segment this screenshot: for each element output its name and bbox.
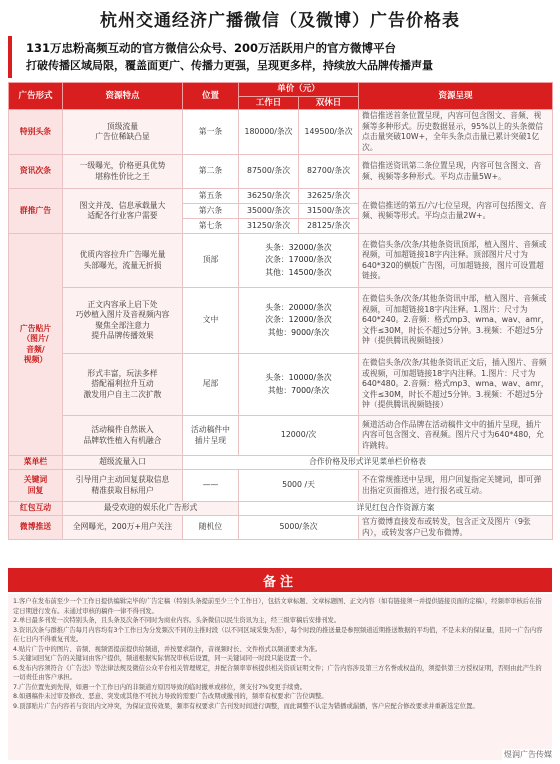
row-price-guanjianci: 5000 /天 <box>239 470 359 502</box>
price-item: 其他：9000/条次 <box>267 327 330 337</box>
price-item: 次条：12000/条次 <box>265 315 332 325</box>
row-weekend-qunpu-6: 31500/条次 <box>299 204 359 219</box>
row-show-weibo: 官方微博直接发布或转发，包含正文及图片（9张内），或转发客户已发布微博。 <box>359 516 553 540</box>
note-item: 8.如遇稿件未过审及修改、恶意、突发或其他不可抗力导致的需要广告改期或撤刊的，频率有权要求广告位调整。 <box>13 693 328 700</box>
note-item: 5.关键词回复广告的关键词由客户提供，频道根据实际情况审核后设置，同一关键词同一时段只能设置一个。 <box>13 655 315 662</box>
price-item: 其他：7000/条次 <box>267 385 330 395</box>
header-workday: 工作日 <box>239 97 299 110</box>
row-feature-ciciao: 一级曝光，价格更具优势 堪称性价比之王 <box>63 155 183 189</box>
price-item: 头条：10000/条次 <box>265 373 332 382</box>
row-weekend-qunpu-7: 28125/条次 <box>299 219 359 234</box>
row-show-tiepian-activity: 频道活动合作品牌在活动稿件文中的插片呈现，插片内容可包含图文、音视频。图片尺寸为640*480，允许跳转。 <box>359 416 553 456</box>
row-feature-toutiao: 顶级流量 广告位稀缺凸显 <box>63 110 183 155</box>
row-form-qunpu: 群推广告 <box>9 189 63 234</box>
row-weekend-qunpu-5: 32625/条次 <box>299 189 359 204</box>
row-position-toutiao: 第一条 <box>183 110 239 155</box>
row-show-toutiao: 微信推送首条位置呈现，内容可包含图文、音频、视频等多种形式。历史数据显示，95%以上的头条微信点击量突破10W+，全年头条点击量已累计突破1亿次。 <box>359 110 553 155</box>
intro-line-2: 打破传播区域局限，覆盖面更广、传播力更强，呈现更多样，持续放大品牌传播声量 <box>26 59 433 72</box>
price-item: 其他：14500/条次 <box>265 267 332 277</box>
row-show-tiepian-bottom: 在微信头条/次条/其他条资讯正文后，插入图片、音频或视频，可加超链接18字内注释。1.图片：尺寸为640*480。2.音频：格式mp3、wma、wav、amr，文件≤30M，时长不超过5分钟。3.视频：不超过5分钟（提供腾讯视频链接） <box>359 354 553 416</box>
price-item: 次条：17000/条次 <box>265 255 332 265</box>
price-item: 头条：32000/条次 <box>265 242 332 252</box>
row-position-tiepian-top: 顶部 <box>183 234 239 288</box>
row-form-tiepian: 广告贴片 （图片/ 音频/ 视频） <box>9 234 63 456</box>
row-workday-ciciao: 87500/条次 <box>239 155 299 189</box>
row-form-ciciao: 资讯次条 <box>9 155 63 189</box>
row-position-guanjianci: —— <box>183 470 239 502</box>
row-show-qunpu: 在微信推送的第五/六/七位呈现，内容可包括图文、音频、视频等形式。平均点击量2W+。 <box>359 189 553 234</box>
table-row <box>9 516 553 540</box>
row-form-toutiao: 特别头条 <box>9 110 63 155</box>
row-workday-toutiao: 180000/条次 <box>239 110 299 155</box>
note-item: 6.发布内容须符合《广告法》等法律法规及微信公众平台相关管理规定，并配合频率审核提供相关资质证明文件；广告内容涉及第三方名誉或权益的，须提供第三方授权证明，否则由此产生的一切责任由客户承担。 <box>13 664 542 681</box>
table-row <box>9 416 553 456</box>
table-row <box>9 470 553 502</box>
table-row <box>9 189 553 204</box>
row-position-weibo: 随机位 <box>183 516 239 540</box>
note-item: 2.单日最多刊发一次特别头条，且头条及次条不同时为商业内容。头条微信以民生资讯为主，经三级审稿后安排刊发。 <box>13 617 341 624</box>
row-price-tiepian-activity: 12000/次 <box>239 416 359 456</box>
intro-block <box>8 36 552 78</box>
row-form-guanjianci: 关键词 回复 <box>9 470 63 502</box>
header-position: 位置 <box>183 83 239 110</box>
row-workday-qunpu-7: 31250/条次 <box>239 219 299 234</box>
row-position-tiepian-activity: 活动稿件中 插片呈现 <box>183 416 239 456</box>
row-merged-caidan: 合作价格及形式详见菜单栏价格表 <box>183 456 553 470</box>
row-feature-tiepian-mid: 正文内容承上启下处 巧妙植入图片及音视频内容 聚焦全部注意力 提升品牌传播效果 <box>63 288 183 354</box>
row-prices-tiepian-mid <box>239 288 359 354</box>
price-item: 头条：20000/条次 <box>265 302 332 312</box>
row-form-weibo: 微博推送 <box>9 516 63 540</box>
row-show-guanjianci: 不在常规推送中呈现，用户回复指定关键词，即可弹出指定页面推送，进行报名或互动。 <box>359 470 553 502</box>
row-position-tiepian-bottom: 尾部 <box>183 354 239 416</box>
row-show-ciciao: 微信推送资讯第二条位置呈现，内容可包含图文、音频、视频等多种形式。平均点击量5W+。 <box>359 155 553 189</box>
row-position-qunpu-7: 第七条 <box>183 219 239 234</box>
row-workday-qunpu-5: 36250/条次 <box>239 189 299 204</box>
row-prices-tiepian-top <box>239 234 359 288</box>
notes-block <box>8 594 552 760</box>
header-feature: 资源特点 <box>63 83 183 110</box>
table-row <box>9 288 553 354</box>
note-item: 9.顶部贴片广告内容若与资讯内文冲突，为保证宣传效果，频率有权要求广告刊发时间进行调整，而此调整不认定为错播或漏播，客户应配合修改要求并重新选定位置。 <box>13 702 479 710</box>
watermark: 煜润广告传媒 <box>504 750 552 759</box>
row-weekend-ciciao: 82700/条次 <box>299 155 359 189</box>
row-price-weibo: 5000/条次 <box>239 516 359 540</box>
notes-title: 备注 <box>8 568 552 592</box>
table-row <box>9 502 553 516</box>
table-row <box>9 110 553 155</box>
row-feature-qunpu: 图文并茂、信息承载量大 适配各行业客户需要 <box>63 189 183 234</box>
row-show-tiepian-top: 在微信头条/次条/其他条资讯顶部，植入图片、音频或视频，可加超链接18字内注释。顶部图片尺寸为640*320的横版广告图，可加超链接，图片可设置超链接。 <box>359 234 553 288</box>
row-feature-caidan: 超级流量入口 <box>63 456 183 470</box>
table-row <box>9 354 553 416</box>
row-feature-tiepian-activity: 活动稿件自然嵌入 品牌软性植入有机融合 <box>63 416 183 456</box>
table-row <box>9 456 553 470</box>
row-position-qunpu-5: 第五条 <box>183 189 239 204</box>
row-feature-hongbao: 最受欢迎的娱乐化广告形式 <box>63 502 239 516</box>
note-item: 3.资讯次条与群推广告每月内容均有3个工作日为分发频次不同的主推时段（以不同区域采集为准），每个时段的推送量是参照频道近期推送数据的平均值，不是未来的保证量，且同一广告内容在七日内不得重复刊发。 <box>13 626 543 643</box>
row-form-hongbao: 红包互动 <box>9 502 63 516</box>
row-feature-tiepian-top: 优质内容拉升广告曝光量 头部曝光，流量无折损 <box>63 234 183 288</box>
header-form: 广告形式 <box>9 83 63 110</box>
row-feature-weibo: 全网曝光，200万+用户关注 <box>63 516 183 540</box>
table-row <box>9 234 553 288</box>
header-weekend: 双休日 <box>299 97 359 110</box>
row-weekend-toutiao: 149500/条次 <box>299 110 359 155</box>
row-position-ciciao: 第二条 <box>183 155 239 189</box>
row-position-qunpu-6: 第六条 <box>183 204 239 219</box>
row-position-tiepian-mid: 文中 <box>183 288 239 354</box>
row-workday-qunpu-6: 35000/条次 <box>239 204 299 219</box>
page-title: 杭州交通经济广播微信（及微博）广告价格表 <box>100 10 460 31</box>
row-show-tiepian-mid: 在微信头条/次条/其他条资讯中部，植入图片、音频或视频，可加超链接18字内注释。1.图片：尺寸为640*240。2.音频：格式mp3、wma、wav、amr，文件≤30M，时长不超过5分钟。3.视频：不超过5分钟（提供腾讯视频链接） <box>359 288 553 354</box>
table-row <box>9 155 553 189</box>
header-price: 单价（元） <box>239 83 359 97</box>
intro-line-1: 131万忠粉高频互动的官方微信公众号、200万活跃用户的官方微博平台 <box>26 41 397 55</box>
note-item: 7.广告位置先到先得，如遇一个工作日内的非频道方原因导致的临时撤单或移位，须支付7%变更手续费。 <box>13 683 307 691</box>
row-merged-hongbao: 详见红包合作资源方案 <box>239 502 553 516</box>
note-item: 4.贴片广告中的图片、音频、视频需提前提供给频道，并按要求制作，音视频时长、文件格式以频道要求为准。 <box>13 645 322 653</box>
price-table <box>8 82 553 540</box>
header-show: 资源呈现 <box>359 83 553 110</box>
row-form-caidan: 菜单栏 <box>9 456 63 470</box>
note-item: 1.客户在发布前至少一个工作日提供编辑完毕的广告定稿（特别头条提前至少三个工作日），包括文章标题、文章标题图、正文内容（如有链接须一并提供链接页面的定稿），经频率审核后在指定日期进行发布。未通过审核的稿件一律不得刊发。 <box>13 598 542 615</box>
row-feature-guanjianci: 引导用户主动回复获取信息 精准获取目标用户 <box>63 470 183 502</box>
row-feature-tiepian-bottom: 形式丰富，玩法多样 搭配福利拉升互动 激发用户自主二次扩散 <box>63 354 183 416</box>
row-prices-tiepian-bottom <box>239 354 359 416</box>
